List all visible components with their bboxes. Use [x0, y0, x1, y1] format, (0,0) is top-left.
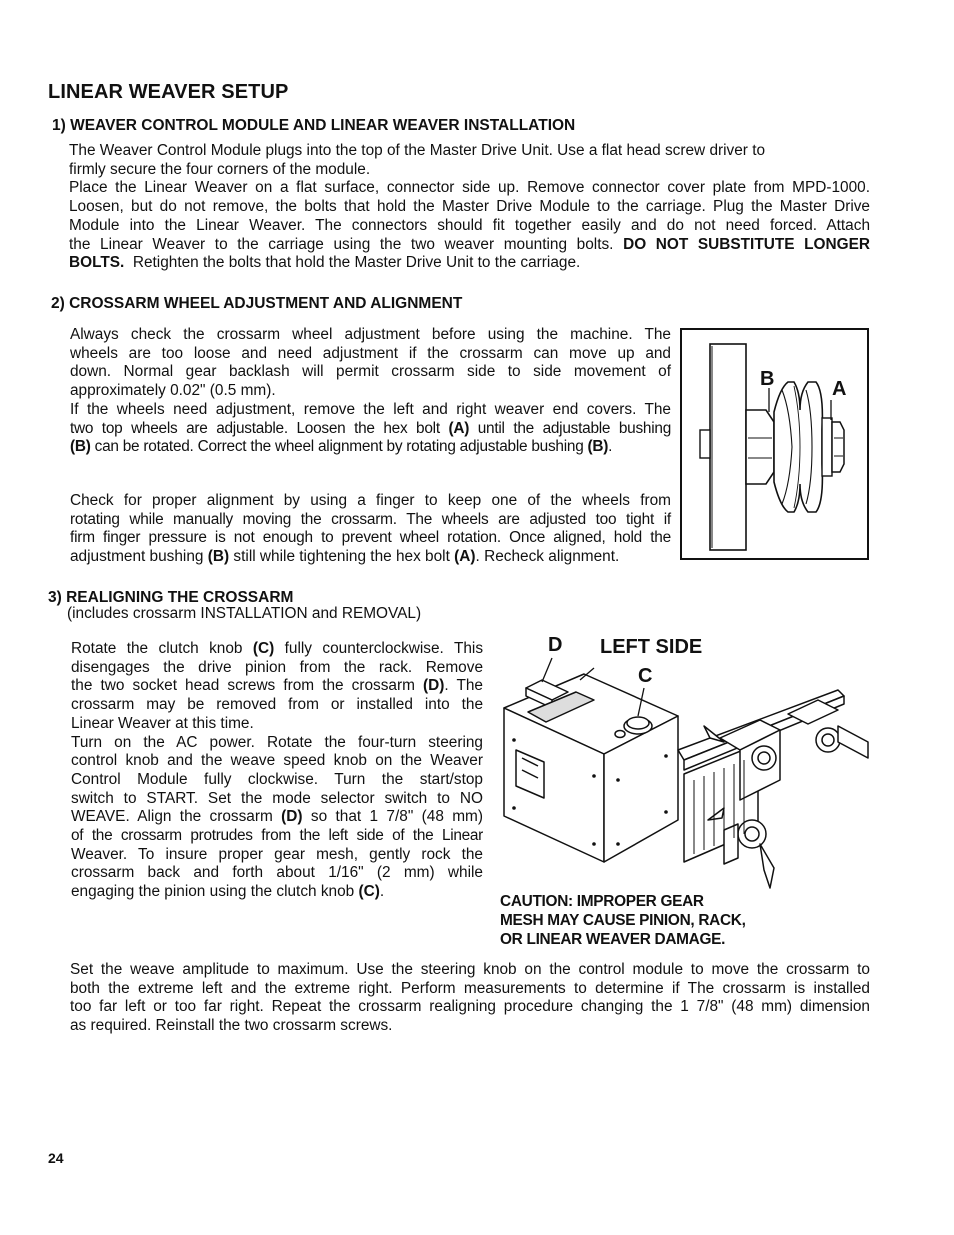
text-line: Turn on the AC power. Rotate the four-turn steering: [71, 733, 483, 751]
wheel-diagram-illustration: [682, 330, 867, 558]
text-run: can be rotated. Correct the wheel alignment by rotating adjustable bushing: [94, 438, 584, 456]
callout-a: (A): [454, 548, 476, 566]
text-line: both the extreme left and the extreme right. Perform measurements to determine if The crossarm is installed: [70, 979, 870, 997]
text-line: as required. Reinstall the two crossarm screws.: [70, 1017, 393, 1035]
caution-note: [500, 892, 746, 949]
text-line: [71, 883, 483, 902]
section-3-subheading: (includes crossarm INSTALLATION and REMOVAL): [67, 605, 422, 622]
caution-line: MESH MAY CAUSE PINION, RACK,: [500, 912, 746, 929]
text-line: Weaver. To insure proper gear mesh, gently rock the: [71, 845, 483, 863]
label-c: C: [638, 665, 653, 687]
text-run: engaging the pinion using the clutch knob: [71, 883, 355, 901]
caution-line: OR LINEAR WEAVER DAMAGE.: [500, 931, 726, 948]
section-3-heading: 3) REALIGNING THE CROSSARM: [48, 589, 294, 606]
section-3-final-paragraph: [70, 961, 870, 1036]
section-2-heading: 2) CROSSARM WHEEL ADJUSTMENT AND ALIGNMENT: [51, 295, 463, 312]
label-left-side: LEFT SIDE: [600, 636, 703, 658]
text-line: approximately 0.02" (0.5 mm).: [70, 382, 276, 400]
text-line: Control Module fully clockwise. Turn the start/stop: [71, 770, 483, 788]
text-line: The Weaver Control Module plugs into the top of the Master Drive Unit. Use a flat head screw driver to: [69, 142, 766, 159]
text-line: switch to START. Set the mode selector switch to NO: [71, 789, 483, 807]
text-line: crossarm back and forth about 1/16" (2 mm) while: [71, 864, 483, 882]
text-run: the Linear Weaver to the carriage using the two weaver mounting bolts.: [69, 235, 614, 253]
callout-a: (A): [448, 419, 470, 437]
text-run: . Recheck alignment.: [475, 548, 620, 566]
text-run: fully counterclockwise. This: [284, 640, 484, 657]
section-1-body: [69, 142, 870, 273]
callout-c: (C): [358, 883, 380, 901]
text-run: WEAVE. Align the crossarm: [71, 808, 273, 826]
text-line: [70, 438, 671, 457]
label-b: B: [760, 368, 775, 390]
section-3-body: [71, 640, 483, 902]
callout-d: (D): [281, 808, 303, 826]
text-line: Set the weave amplitude to maximum. Use the steering knob on the control module to move the crossarm to: [70, 961, 870, 978]
text-line: of the crossarm protrudes from the left side of the Linear: [71, 827, 483, 845]
text-line: Check for proper alignment by using a finger to keep one of the wheels from: [70, 492, 671, 509]
warning-text: DO NOT SUBSTITUTE LONGER: [623, 235, 870, 253]
text-line: disengages the drive pinion from the rack. Remove: [71, 658, 483, 676]
text-run: .: [379, 883, 385, 901]
text-run: .: [608, 438, 613, 456]
linear-weaver-illustration: [498, 630, 878, 895]
section-2-para-3: [70, 492, 671, 567]
text-run: Retighten the bolts that hold the Master Drive Unit to the carriage.: [132, 254, 581, 272]
text-line: [71, 677, 483, 696]
section-2-para-1: [70, 326, 671, 457]
text-line: Always check the crossarm wheel adjustment before using the machine. The: [70, 326, 671, 343]
text-line: firmly secure the four corners of the module.: [69, 160, 371, 178]
text-run: so that 1 7/8" (48 mm): [310, 808, 484, 826]
callout-b: (B): [207, 548, 230, 566]
text-line: [70, 420, 671, 439]
text-line: [71, 640, 483, 659]
callout-b: (B): [70, 438, 91, 456]
page-title: LINEAR WEAVER SETUP: [48, 81, 289, 103]
text-run: two top wheels are adjustable. Loosen the hex bolt: [70, 419, 440, 437]
text-line: [69, 254, 870, 273]
warning-text: BOLTS.: [69, 254, 125, 272]
text-run: the two socket head screws from the crossarm: [71, 677, 415, 695]
text-line: If the wheels need adjustment, remove the left and right weaver end covers. The: [70, 400, 671, 418]
text-run: until the adjustable bushing: [477, 419, 672, 437]
text-line: Linear Weaver at this time.: [71, 714, 254, 732]
text-line: [69, 236, 870, 255]
text-line: crossarm may be removed from or installed into the: [71, 696, 483, 714]
text-line: wheels are too loose and need adjustment if the crossarm can move up and: [70, 344, 671, 362]
callout-c: (C): [252, 640, 275, 657]
linear-weaver-figure: [498, 630, 878, 895]
callout-b: (B): [587, 438, 609, 456]
text-run: Rotate the clutch knob: [71, 640, 243, 657]
text-line: control knob and the weave speed knob on the Weaver: [71, 752, 483, 770]
wheel-adjustment-figure: [680, 328, 869, 560]
text-run: still while tightening the hex bolt: [233, 548, 450, 566]
text-line: [70, 548, 671, 567]
text-line: rotating while manually moving the crossarm. The wheels are adjusted too tight if: [70, 510, 671, 528]
text-run: . The: [444, 677, 483, 695]
text-run: adjustment bushing: [70, 548, 204, 566]
text-line: Module into the Linear Weaver. The connectors should fit together easily and do not need forced. Attach: [69, 216, 870, 234]
text-line: Place the Linear Weaver on a flat surface, connector side up. Remove connector cover plate from MPD-1000.: [69, 179, 870, 197]
page-number: 24: [48, 1150, 64, 1166]
text-line: [71, 808, 483, 827]
callout-d: (D): [423, 677, 445, 695]
label-a: A: [832, 378, 847, 400]
section-1-heading: 1) WEAVER CONTROL MODULE AND LINEAR WEAVER INSTALLATION: [52, 117, 576, 134]
text-line: down. Normal gear backlash will permit crossarm side to side movement of: [70, 363, 671, 381]
caution-line: CAUTION: IMPROPER GEAR: [500, 893, 704, 910]
text-line: too far left or too far right. Repeat the crossarm realigning procedure changing the 1 7/8" (48 mm) dimension: [70, 998, 870, 1016]
text-line: firm finger pressure is not enough to prevent wheel rotation. Once aligned, hold the: [70, 529, 671, 547]
label-d: D: [548, 634, 563, 656]
text-line: Loosen, but do not remove, the bolts that hold the Master Drive Module to the carriage. Plug the Master Drive: [69, 198, 870, 216]
